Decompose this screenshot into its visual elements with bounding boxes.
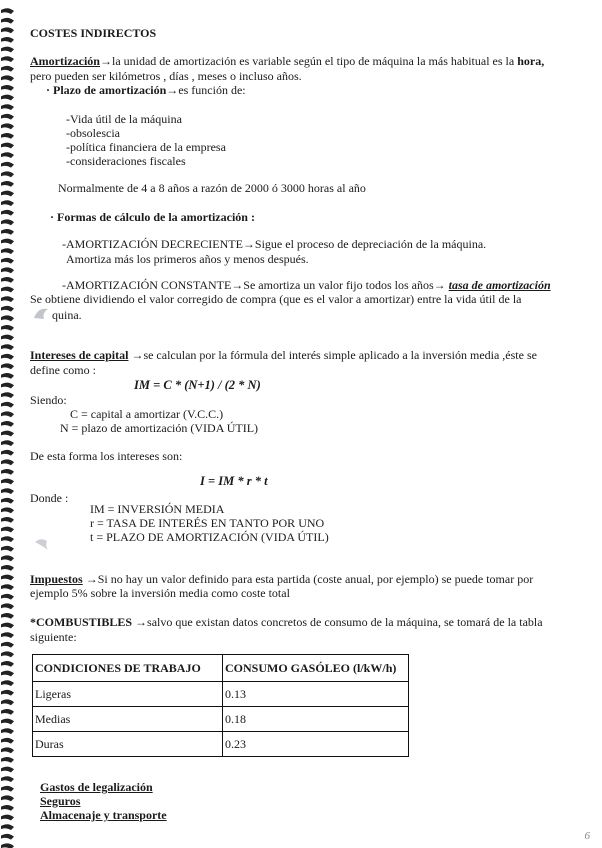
spiral-coil [1,267,14,273]
formas-heading: · Formas de cálculo de la amortización : [50,210,255,224]
spiral-coil [1,75,14,81]
spiral-coil [1,767,14,773]
amortizacion-line-1: Amortización→la unidad de amortización es variable según el tipo de máquina la más habitual es la hora, [30,54,545,68]
section-title: COSTES INDIRECTOS [30,26,157,40]
spiral-coil [1,642,14,648]
spiral-coil [1,584,14,590]
amortizacion-line-2: pero pueden ser kilómetros , días , meses o incluso años. [30,69,302,83]
spiral-coil [1,229,14,235]
spiral-coil [1,747,14,753]
smudge-mark [32,536,50,552]
constante-line: -AMORTIZACIÓN CONSTANTE→Se amortiza un valor fijo todos los años→ tasa de amortización [62,278,551,292]
spiral-coil [1,440,14,446]
spiral-coil [1,200,14,206]
hora-word: hora, [517,54,545,68]
spiral-coil [1,383,14,389]
spiral-coil [1,527,14,533]
spiral-coil [1,690,14,696]
spiral-coil [1,555,14,561]
table-cell: 0.13 [223,682,409,707]
spiral-coil [1,431,14,437]
spiral-coil [1,287,14,293]
footer-item: Gastos de legalización [40,780,153,794]
spiral-coil [1,459,14,465]
spiral-coil [1,632,14,638]
factor-item: -consideraciones fiscales [66,154,186,168]
column-header: CONDICIONES DE TRABAJO [33,655,223,682]
spiral-coil [1,498,14,504]
spiral-coil [1,123,14,129]
spiral-coil [1,575,14,581]
spiral-coil [1,66,14,72]
spiral-coil [1,37,14,43]
r-definition: r = TASA DE INTERÉS EN TANTO POR UNO [90,516,325,530]
spiral-coil [1,104,14,110]
spiral-coil [1,114,14,120]
t-definition: t = PLAZO DE AMORTIZACIÓN (VIDA ÚTIL) [90,530,329,544]
intereses-line-1: Intereses de capital →se calculan por la fórmula del interés simple aplicado a la inversión media ,éste se [30,348,537,362]
spiral-binding [0,0,26,848]
spiral-coil [1,507,14,513]
spiral-coil [1,421,14,427]
table-row [33,707,409,732]
spiral-coil [1,546,14,552]
n-definition: N = plazo de amortización (VIDA ÚTIL) [60,421,259,435]
spiral-coil [1,709,14,715]
spiral-coil [1,728,14,734]
table-cell: Ligeras [33,682,223,707]
spiral-coil [1,402,14,408]
amortizacion-term: Amortización [30,54,100,68]
obtiene-line-1: Se obtiene dividiendo el valor corregido de compra (que es el valor a amortizar) entre la vida útil de la [30,292,522,306]
impuestos-line-2: ejemplo 5% sobre la inversión media como coste total [30,586,290,600]
impuestos-term: Impuestos [30,572,83,586]
de-esta-forma: De esta forma los intereses son: [30,449,183,463]
spiral-coil [1,258,14,264]
factor-item: -política financiera de la empresa [66,140,226,154]
donde-label: Donde : [30,491,69,505]
page-number: 6 [584,830,590,842]
formula-im: IM = C * (N+1) / (2 * N) [134,378,261,392]
spiral-coil [1,479,14,485]
spiral-coil [1,306,14,312]
im-definition: IM = INVERSIÓN MEDIA [90,502,225,516]
column-header: CONSUMO GASÓLEO (l/kW/h) [223,655,409,682]
spiral-coil [1,469,14,475]
spiral-coil [1,181,14,187]
table-cell: 0.23 [223,732,409,757]
obtiene-line-2: quina. [52,308,82,322]
spiral-coil [1,239,14,245]
spiral-coil [1,344,14,350]
smudge-mark [32,305,52,321]
table-header-row [33,655,409,682]
spiral-coil [1,843,14,848]
spiral-coil [1,296,14,302]
spiral-coil [1,219,14,225]
combustibles-line-1: *COMBUSTIBLES →salvo que existan datos concretos de consumo de la máquina, se tomará de la tabla [30,615,543,629]
spiral-coil [1,651,14,657]
spiral-coil [1,613,14,619]
spiral-coil [1,699,14,705]
spiral-coil [1,325,14,331]
spiral-coil [1,824,14,830]
spiral-coil [1,248,14,254]
spiral-coil [1,95,14,101]
spiral-coil [1,392,14,398]
spiral-coil [1,335,14,341]
factor-item: -obsolescia [66,126,120,140]
spiral-coil [1,786,14,792]
formula-i: I = IM * r * t [200,474,268,488]
spiral-coil [1,171,14,177]
normal-text: Normalmente de 4 a 8 años a razón de 2000 ó 3000 horas al año [58,181,366,195]
spiral-coil [1,603,14,609]
footer-item: Seguros [40,794,81,808]
intereses-term: Intereses de capital [30,348,129,362]
combustibles-line-2: siguiente: [30,630,77,644]
siendo-label: Siendo: [30,393,67,407]
footer-item: Almacenaje y transporte [40,808,167,822]
intereses-line-2: define como : [30,363,96,377]
spiral-coil [1,143,14,149]
spiral-coil [1,411,14,417]
spiral-coil [1,738,14,744]
spiral-coil [1,315,14,321]
spiral-coil [1,680,14,686]
plazo-heading: · Plazo de amortización→ [46,83,179,97]
spiral-coil [1,191,14,197]
spiral-coil [1,671,14,677]
spiral-coil [1,8,14,14]
table-cell: Medias [33,707,223,732]
spiral-coil [1,623,14,629]
table-cell: Duras [33,732,223,757]
arrow: → [99,54,112,68]
spiral-coil [1,757,14,763]
factor-item: -Vida útil de la máquina [66,112,182,126]
spiral-coil [1,776,14,782]
spiral-coil [1,354,14,360]
combustibles-term: *COMBUSTIBLES [30,615,133,629]
spiral-coil [1,517,14,523]
spiral-coil [1,277,14,283]
spiral-coil [1,536,14,542]
spiral-coil [1,488,14,494]
spiral-coil [1,450,14,456]
tasa-amortizacion: tasa de amortización [448,278,551,292]
consumption-table [32,654,409,757]
spiral-coil [1,594,14,600]
spiral-coil [1,805,14,811]
spiral-coil [1,133,14,139]
table-cell: 0.18 [223,707,409,732]
spiral-coil [1,373,14,379]
spiral-coil [1,18,14,24]
spiral-coil [1,85,14,91]
spiral-coil [1,815,14,821]
table-row [33,682,409,707]
spiral-coil [1,795,14,801]
spiral-coil [1,162,14,168]
spiral-coil [1,210,14,216]
spiral-coil [1,363,14,369]
spiral-coil [1,719,14,725]
c-definition: C = capital a amortizar (V.C.C.) [70,407,224,421]
decreciente-line-1: -AMORTIZACIÓN DECRECIENTE→Sigue el proceso de depreciación de la máquina. [62,237,487,251]
spiral-coil [1,565,14,571]
spiral-coil [1,56,14,62]
spiral-coil [1,661,14,667]
spiral-coil [1,834,14,840]
table-row [33,732,409,757]
impuestos-line-1: Impuestos →Si no hay un valor definido para esta partida (coste anual, por ejemplo) se puede tomar por [30,572,534,586]
decreciente-line-2: Amortiza más los primeros años y menos después. [66,252,309,266]
plazo-line: · Plazo de amortización→es función de: [46,83,246,97]
spiral-coil [1,152,14,158]
spiral-coil [1,27,14,33]
spiral-coil [1,47,14,53]
